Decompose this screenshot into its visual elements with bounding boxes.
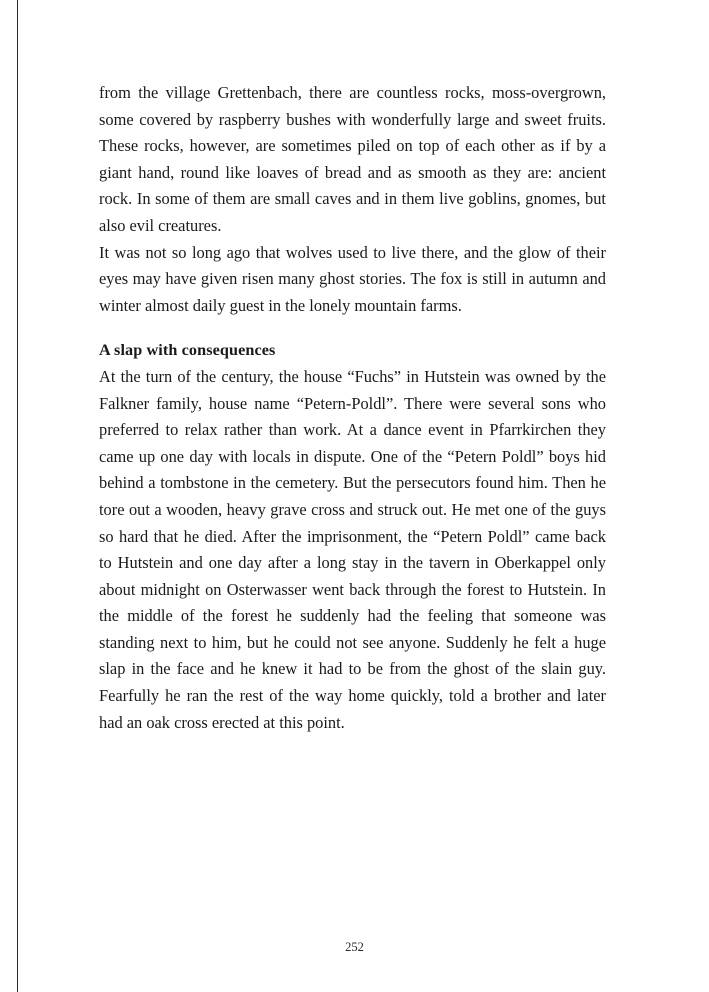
paragraph-slap-story: At the turn of the century, the house “Fuchs” in Hutstein was owned by the Falkner family, house name “Petern-Poldl”. There were several sons who preferred to relax rather than work. At a dance event in Pfarrkirchen they came up one day with locals in dispute. One of the “Petern Poldl” boys hid behind a tombstone in the cemetery. But the persecutors found him. Then he tore out a wooden, heavy grave cross and struck out. He met one of the guys so hard that he died. After the imprisonment, the “Petern Poldl” came back to Hutstein and one day after a long stay in the tavern in Oberkappel only about midnight on Osterwasser went back through the forest to Hutstein. In the middle of the forest he suddenly had the feeling that someone was standing next to him, but he could not see anyone. Suddenly he felt a huge slap in the face and he knew it had to be from the ghost of the slain guy. Fearfully he ran the rest of the way home quickly, told a brother and later had an oak cross erected at this point. bbox=[99, 366, 606, 732]
page-number: 252 bbox=[345, 940, 364, 954]
section-heading: A slap with consequences bbox=[99, 341, 276, 360]
section-spacer bbox=[99, 319, 606, 337]
page-text-column bbox=[99, 80, 606, 736]
page-edge-rule bbox=[17, 0, 18, 992]
paragraph-continuation: from the village Grettenbach, there are countless rocks, moss-overgrown, some covered by raspberry bushes with wonderfully large and sweet fruits. These rocks, however, are sometimes piled on top of each other as if by a giant hand, round like loaves of bread and as smooth as they are: ancient rock. In some of them are small caves and in them live goblins, gnomes, but also evil creatures. bbox=[99, 83, 606, 235]
paragraph-wolves: It was not so long ago that wolves used to live there, and the glow of their eyes may have given risen many ghost stories. The fox is still in autumn and winter almost daily guest in the lonely mountain farms. bbox=[99, 242, 606, 315]
